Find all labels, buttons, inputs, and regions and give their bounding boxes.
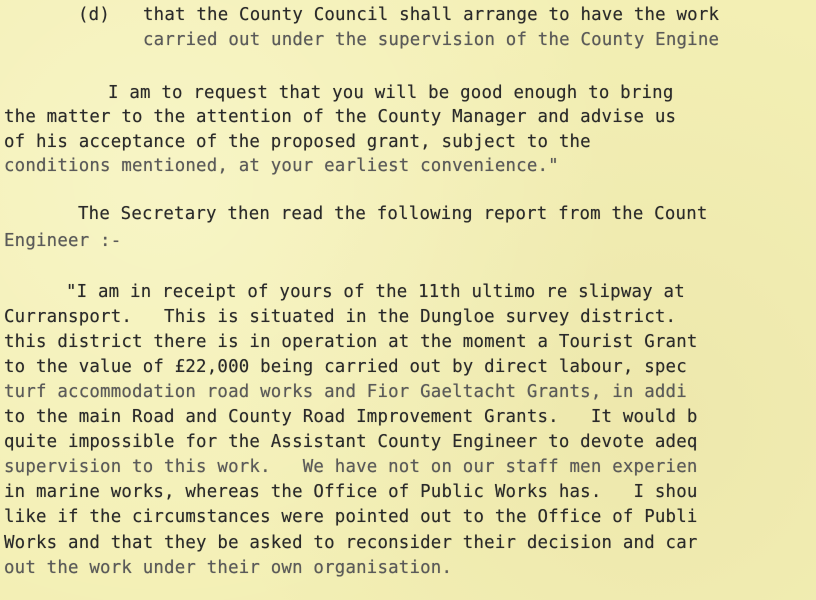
text-line: Curransport. This is situated in the Dungloe survey district.: [4, 307, 677, 327]
text-line: "I am in receipt of yours of the 11th ultimo re slipway at: [66, 282, 685, 302]
text-line: that the County Council shall arrange to have the work: [143, 5, 720, 25]
clause-marker: (d): [78, 5, 111, 25]
text-line: this district there is in operation at the moment a Tourist Grant: [4, 332, 698, 352]
text-line: Works and that they be asked to reconsider their decision and car: [4, 533, 698, 553]
text-line: to the value of £22,000 being carried out by direct labour, spec: [4, 357, 687, 377]
text-line: the matter to the attention of the County Manager and advise us: [4, 107, 677, 127]
text-line: like if the circumstances were pointed out to the Office of Publi: [4, 507, 698, 527]
text-line: turf accommodation road works and Fior Gaeltacht Grants, in addi: [4, 382, 687, 402]
text-line: quite impossible for the Assistant County Engineer to devote adeq: [4, 432, 698, 452]
text-line: out the work under their own organisation.: [4, 558, 453, 578]
text-line: The Secretary then read the following report from the Count: [78, 204, 708, 224]
text-line: to the main Road and County Road Improvement Grants. It would b: [4, 407, 698, 427]
text-line: carried out under the supervision of the County Engine: [143, 30, 720, 50]
text-line: conditions mentioned, at your earliest convenience.": [4, 156, 559, 176]
text-line: I am to request that you will be good enough to bring: [108, 83, 674, 103]
text-line: supervision to this work. We have not on our staff men experien: [4, 457, 698, 477]
text-line: of his acceptance of the proposed grant, subject to the: [4, 132, 591, 152]
text-line: Engineer :-: [4, 231, 122, 251]
text-line: in marine works, whereas the Office of Public Works has. I shou: [4, 482, 698, 502]
